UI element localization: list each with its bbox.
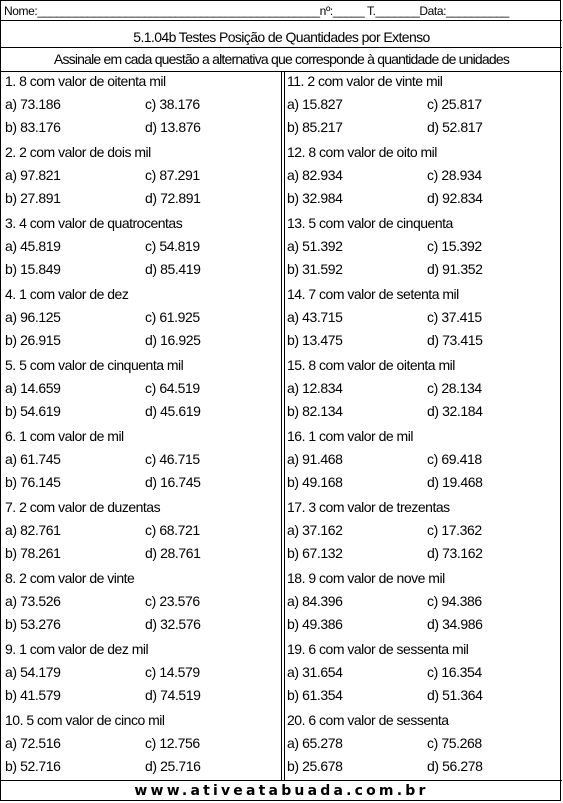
option-d[interactable]: d) 16.745 (145, 474, 201, 490)
option-d[interactable]: d) 92.834 (427, 190, 483, 206)
option-a[interactable]: a) 31.654 (287, 664, 343, 680)
option-d[interactable]: d) 73.415 (427, 332, 483, 348)
question-title: 5. 5 com valor de cinquenta mil (5, 357, 184, 373)
option-c[interactable]: c) 14.579 (145, 664, 200, 680)
option-b[interactable]: b) 54.619 (5, 403, 61, 419)
question-14 (287, 285, 563, 356)
option-b[interactable]: b) 32.984 (287, 190, 343, 206)
question-title: 14. 7 com valor de setenta mil (287, 286, 459, 302)
question-1 (5, 72, 281, 143)
option-c[interactable]: c) 28.934 (427, 167, 482, 183)
question-title: 16. 1 com valor de mil (287, 428, 413, 444)
option-d[interactable]: d) 25.716 (145, 758, 201, 774)
option-d[interactable]: d) 91.352 (427, 261, 483, 277)
option-a[interactable]: a) 45.819 (5, 238, 61, 254)
option-b[interactable]: b) 78.261 (5, 545, 61, 561)
question-17 (287, 498, 563, 569)
option-d[interactable]: d) 73.162 (427, 545, 483, 561)
option-a[interactable]: a) 51.392 (287, 238, 343, 254)
question-title: 15. 8 com valor de oitenta mil (287, 357, 455, 373)
option-a[interactable]: a) 96.125 (5, 309, 61, 325)
question-title: 11. 2 com valor de vinte mil (287, 73, 443, 89)
option-b[interactable]: b) 13.475 (287, 332, 343, 348)
option-c[interactable]: c) 64.519 (145, 380, 200, 396)
option-b[interactable]: b) 41.579 (5, 687, 61, 703)
option-c[interactable]: c) 12.756 (145, 735, 200, 751)
option-a[interactable]: a) 54.179 (5, 664, 61, 680)
option-a[interactable]: a) 91.468 (287, 451, 343, 467)
option-c[interactable]: c) 16.354 (427, 664, 482, 680)
divider (1, 47, 562, 48)
question-title: 9. 1 com valor de dez mil (5, 641, 149, 657)
question-16 (287, 427, 563, 498)
option-b[interactable]: b) 31.592 (287, 261, 343, 277)
option-a[interactable]: a) 73.526 (5, 593, 61, 609)
option-d[interactable]: d) 85.419 (145, 261, 201, 277)
question-title: 6. 1 com valor de mil (5, 428, 124, 444)
question-2 (5, 143, 281, 214)
option-d[interactable]: d) 72.891 (145, 190, 201, 206)
question-title: 2. 2 com valor de dois mil (5, 144, 151, 160)
option-c[interactable]: c) 17.362 (427, 522, 482, 538)
option-a[interactable]: a) 37.162 (287, 522, 343, 538)
option-b[interactable]: b) 67.132 (287, 545, 343, 561)
option-c[interactable]: c) 61.925 (145, 309, 200, 325)
question-20 (287, 711, 563, 782)
option-c[interactable]: c) 46.715 (145, 451, 200, 467)
option-a[interactable]: a) 61.745 (5, 451, 61, 467)
option-d[interactable]: d) 28.761 (145, 545, 201, 561)
instruction-text: Assinale em cada questão a alternativa que corresponde à quantidade de unidades (53, 51, 510, 67)
option-a[interactable]: a) 72.516 (5, 735, 61, 751)
option-b[interactable]: b) 49.386 (287, 616, 343, 632)
question-title: 13. 5 com valor de cinquenta (287, 215, 453, 231)
question-4 (5, 285, 281, 356)
option-a[interactable]: a) 43.715 (287, 309, 343, 325)
option-c[interactable]: c) 69.418 (427, 451, 482, 467)
student-info-line: Nome:_____________________________________________nº:_____ T._______Data:__________ (4, 4, 509, 18)
divider (1, 780, 562, 781)
option-a[interactable]: a) 14.659 (5, 380, 61, 396)
option-b[interactable]: b) 83.176 (5, 119, 61, 135)
option-a[interactable]: a) 12.834 (287, 380, 343, 396)
question-19 (287, 640, 563, 711)
option-b[interactable]: b) 49.168 (287, 474, 343, 490)
option-b[interactable]: b) 27.891 (5, 190, 61, 206)
option-c[interactable]: c) 28.134 (427, 380, 482, 396)
option-c[interactable]: c) 25.817 (427, 96, 482, 112)
option-c[interactable]: c) 75.268 (427, 735, 482, 751)
question-title: 3. 4 com valor de quatrocentas (5, 215, 183, 231)
option-a[interactable]: a) 82.934 (287, 167, 343, 183)
option-d[interactable]: d) 32.184 (427, 403, 483, 419)
option-b[interactable]: b) 82.134 (287, 403, 343, 419)
question-5 (5, 356, 281, 427)
question-title: 12. 8 com valor de oito mil (287, 144, 437, 160)
option-d[interactable]: d) 16.925 (145, 332, 201, 348)
question-18 (287, 569, 563, 640)
option-a[interactable]: a) 73.186 (5, 96, 61, 112)
question-title: 8. 2 com valor de vinte (5, 570, 135, 586)
question-title: 20. 6 com valor de sessenta (287, 712, 449, 728)
option-b[interactable]: b) 25.678 (287, 758, 343, 774)
page-title: 5.1.04b Testes Posição de Quantidades por Extenso (133, 29, 430, 45)
question-title: 7. 2 com valor de duzentas (5, 499, 161, 515)
question-8 (5, 569, 281, 640)
option-d[interactable]: d) 45.619 (145, 403, 201, 419)
column-divider (284, 71, 285, 780)
column-divider (281, 71, 282, 780)
question-9 (5, 640, 281, 711)
question-6 (5, 427, 281, 498)
option-b[interactable]: b) 52.716 (5, 758, 61, 774)
question-10 (5, 711, 281, 782)
option-c[interactable]: c) 38.176 (145, 96, 200, 112)
option-d[interactable]: d) 13.876 (145, 119, 201, 135)
option-c[interactable]: c) 15.392 (427, 238, 482, 254)
questions-column-right (287, 72, 563, 782)
option-d[interactable]: d) 56.278 (427, 758, 483, 774)
question-title: 18. 9 com valor de nove mil (287, 570, 445, 586)
option-b[interactable]: b) 53.276 (5, 616, 61, 632)
option-b[interactable]: b) 76.145 (5, 474, 61, 490)
option-a[interactable]: a) 97.821 (5, 167, 61, 183)
option-d[interactable]: d) 32.576 (145, 616, 201, 632)
option-a[interactable]: a) 82.761 (5, 522, 61, 538)
option-c[interactable]: c) 54.819 (145, 238, 200, 254)
question-title: 1. 8 com valor de oitenta mil (5, 73, 166, 89)
question-title: 4. 1 com valor de dez (5, 286, 129, 302)
footer-website: www.ativeatabuada.com.br (134, 783, 429, 799)
question-7 (5, 498, 281, 569)
option-d[interactable]: d) 19.468 (427, 474, 483, 490)
option-b[interactable]: b) 26.915 (5, 332, 61, 348)
option-c[interactable]: c) 68.721 (145, 522, 200, 538)
option-d[interactable]: d) 34.986 (427, 616, 483, 632)
question-title: 17. 3 com valor de trezentas (287, 499, 450, 515)
option-c[interactable]: c) 23.576 (145, 593, 200, 609)
option-d[interactable]: d) 74.519 (145, 687, 201, 703)
option-b[interactable]: b) 61.354 (287, 687, 343, 703)
question-3 (5, 214, 281, 285)
question-12 (287, 143, 563, 214)
question-title: 10. 5 com valor de cinco mil (5, 712, 165, 728)
question-13 (287, 214, 563, 285)
option-c[interactable]: c) 87.291 (145, 167, 200, 183)
option-c[interactable]: c) 94.386 (427, 593, 482, 609)
option-b[interactable]: b) 15.849 (5, 261, 61, 277)
option-a[interactable]: a) 15.827 (287, 96, 343, 112)
option-a[interactable]: a) 65.278 (287, 735, 343, 751)
option-c[interactable]: c) 37.415 (427, 309, 482, 325)
questions-column-left (5, 72, 281, 782)
option-d[interactable]: d) 52.817 (427, 119, 483, 135)
question-15 (287, 356, 563, 427)
divider (1, 20, 562, 21)
option-b[interactable]: b) 85.217 (287, 119, 343, 135)
option-d[interactable]: d) 51.364 (427, 687, 483, 703)
question-title: 19. 6 com valor de sessenta mil (287, 641, 469, 657)
question-11 (287, 72, 563, 143)
option-a[interactable]: a) 84.396 (287, 593, 343, 609)
